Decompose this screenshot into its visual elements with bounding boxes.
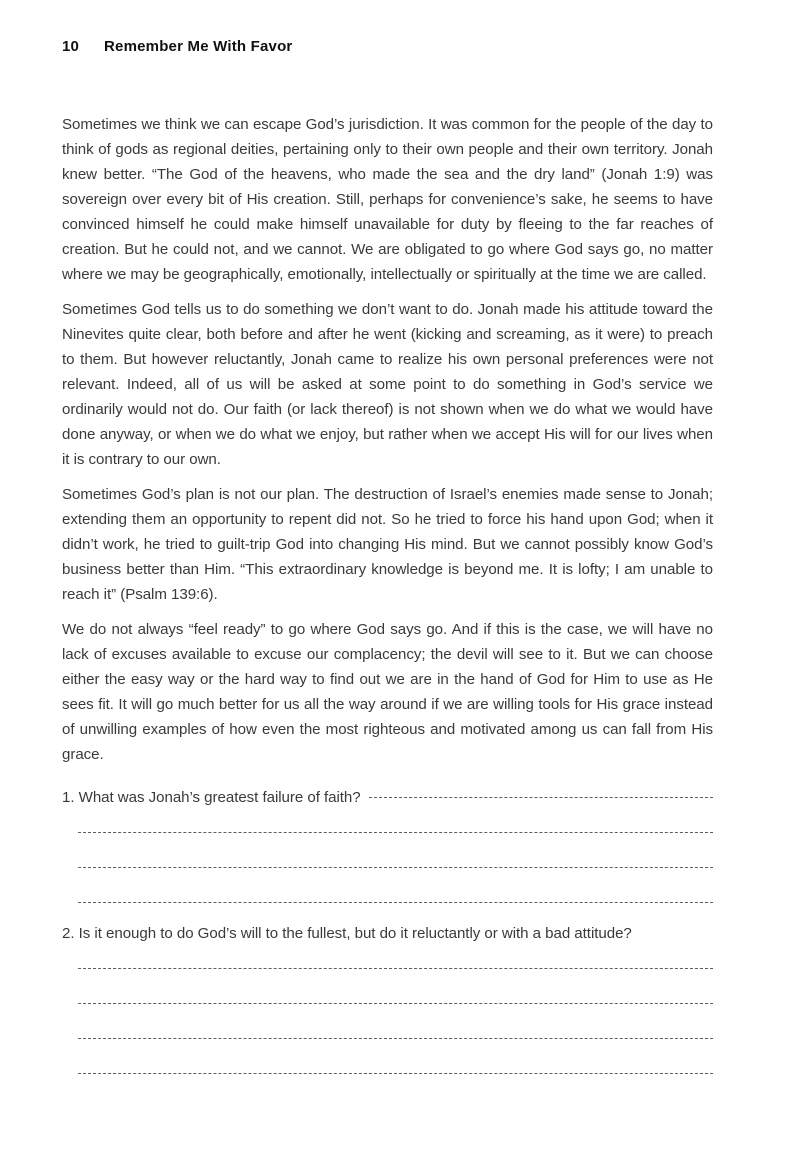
answer-blank-inline[interactable]: [369, 797, 713, 798]
paragraph-1: Sometimes we think we can escape God’s jurisdiction. It was common for the people of the day to think of gods as regional deities, pertaining only to their own people and their own territory. Jonah knew better. “The God of the heavens, who made the sea and the dry land” (Jonah 1:9) was sovereign over every bit of His creation. Still, perhaps for convenience’s sake, he seems to have convinced himself he could make himself unavailable for duty by fleeing to the far reaches of creation. But he could not, and we cannot. We are obligated to go where God says go, no matter where we may be geographically, emotionally, intellectually or spiritually at the time we are called.: [62, 116, 713, 283]
page-number: 10: [62, 38, 80, 55]
question-block-1: [62, 785, 713, 903]
answer-line[interactable]: [78, 1003, 713, 1004]
answer-line[interactable]: [78, 902, 713, 903]
question-1-text: 1. What was Jonah’s greatest failure of faith?: [62, 789, 361, 806]
question-1-answer-lines: [78, 832, 713, 903]
question-1-line: [62, 785, 713, 810]
running-head: [62, 38, 292, 55]
running-title: Remember Me With Favor: [104, 38, 293, 55]
paragraph-4: We do not always “feel ready” to go where God says go. And if this is the case, we will have no lack of excuses available to excuse our complacency; the devil will see to it. But we can choose either the easy way or the hard way to find out we are in the hand of God for Him to use as He sees fit. It will go much better for us all the way around if we are willing tools for His grace instead of unwilling examples of how even the most righteous and motivated among us can fall from His grace.: [62, 621, 713, 763]
answer-line[interactable]: [78, 1038, 713, 1039]
body-text-column: [62, 112, 713, 767]
question-block-2: [62, 921, 713, 1074]
answer-line[interactable]: [78, 832, 713, 833]
answer-line[interactable]: [78, 968, 713, 969]
paragraph-2: Sometimes God tells us to do something we don’t want to do. Jonah made his attitude toward the Ninevites quite clear, both before and after he went (kicking and screaming, as it were) to preach to them. But however reluctantly, Jonah came to realize his own personal preferences were not relevant. Indeed, all of us will be asked at some point to do something in God’s service we ordinarily would not do. Our faith (or lack thereof) is not shown when we do what we would have done anyway, or when we do what we enjoy, but rather when we accept His will for our lives when it is contrary to our own.: [62, 301, 713, 468]
question-2-line: [62, 921, 713, 946]
paragraph-3: Sometimes God’s plan is not our plan. The destruction of Israel’s enemies made sense to Jonah; extending them an opportunity to repent did not. So he tried to force his hand upon God; when it didn’t work, he tried to guilt-trip God into changing His mind. But we cannot possibly know God’s business better than Him. “This extraordinary knowledge is beyond me. It is lofty; I am unable to reach it” (Psalm 139:6).: [62, 486, 713, 603]
answer-line[interactable]: [78, 1073, 713, 1074]
question-2-answer-lines: [78, 968, 713, 1074]
question-2-text: 2. Is it enough to do God’s will to the fullest, but do it reluctantly or with a bad attitude?: [62, 925, 632, 942]
question-section: [62, 785, 713, 1074]
answer-line[interactable]: [78, 867, 713, 868]
